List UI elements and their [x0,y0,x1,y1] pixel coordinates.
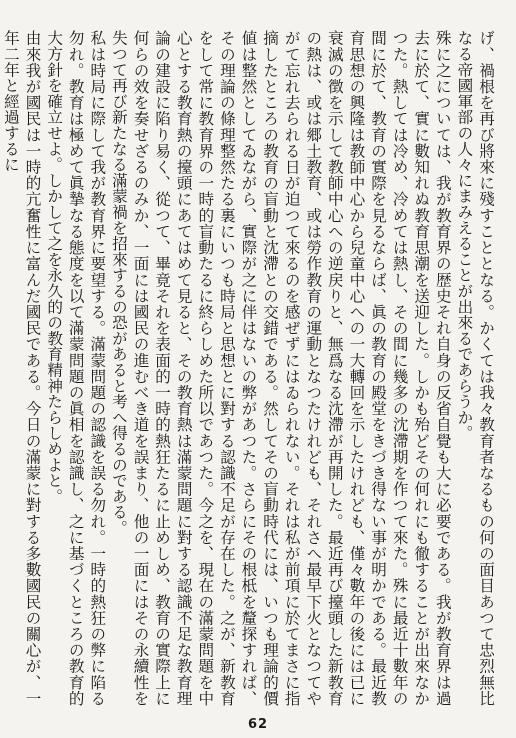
paragraph-continuation: げ、禍根を再び將來に殘すこととなる。かくては我々教育者なるもの何の面目あつて忠烈無比なる帝國軍部の人々にまみえることが出來るであらうか。 [455,30,495,706]
paragraph-appeal: 私は時局に際して我が教育界に要望する。滿蒙問題の認識を誤る勿れ。一時的熱狂の弊に陷る勿れ。教育は極めて眞摯なる態度を以て滿蒙問題の眞相を認識し、之に基づくところの教育的大方針を確立せよ。しかして之を永久的の教育精神たらしめよと。 [45,30,107,706]
paragraph-national-character: 由來我が國民は一時的亢奮性に富んだ國民である。今日の滿蒙に對する多數國民の關心が、一年二年と經過するに [1,30,42,706]
paragraph-reflection: 殊に之については、我が教育界の歴史それ自身の反省自覺も大に必要である。我が教育界は過去に於て、實に數知れぬ教育思潮を送迎した。しかも殆どその何れにも徹することが出來なかつた。熱しては冷め、冷めては熱し、その間に幾多の沈滯期を作つて來た。殊に最近十數年の間に於て、教育の實際を見るならば、眞の教育の殿堂をきづき得ない事が明かである。最近教育思想の興隆は教師中心から兒童中心への一大轉回を示したけれども、僅々數年の後には已に衰滅の徴を示して教師中心への逆戻りと、無爲なる沈滯が再開した。最近再び擡頭した新教育の熱は、或は郷土教育、或は勞作教育の運動となつたけれども、それさへ最早下火となつてやがて忘れ去られる日が迫つて來るのを感ぜずにはゐられない。それは私が前項に於てまさに指摘したところの教育の盲動と沈滯との交錯である。然してその盲動時代には、いつも理論的價値は整然としてゐながら、實際が之に伴はないの弊があつた。さらにその根柢を釐探すれば、その理論の條理整然たる裏にいつも時局と思想とに對する認識不足が存在した。之が、新教育をして常に教育界の一時的盲動たるに終らしめた所以であつた。今之を、現在の滿蒙問題を中心とする教育熱の擡頭にあてはめて見ると、その教育熱は滿蒙問題に對する認識不足な教育理論の建設に陷り易く、從つて、畢竟それを表面的一時的熱狂たるに止めしめ、教育の實際上に何らの效を奏せざるのみか、一面には國民の進むべき道を誤まり、他の一面にはその永續性を失つて再び新たなる滿蒙禍を招來するの恐があると考へ得るのである。 [109,30,452,706]
page-number: 62 [247,717,269,732]
vertical-text-body [1,30,496,706]
